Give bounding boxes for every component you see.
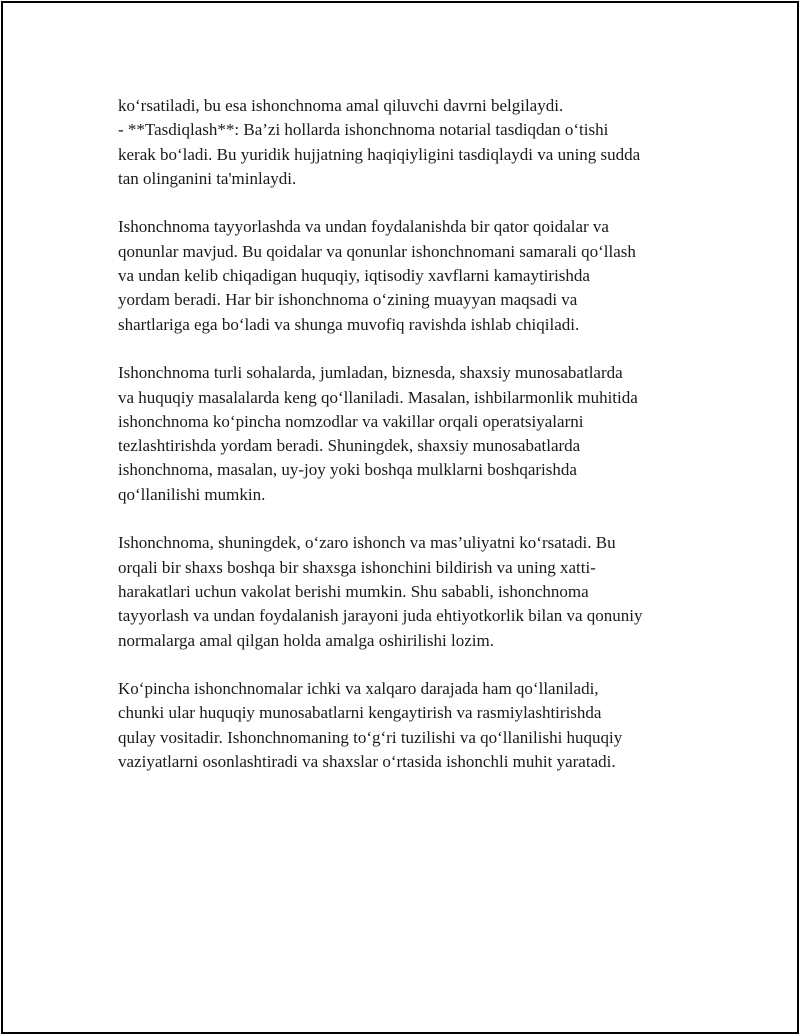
text-line: harakatlari uchun vakolat berishi mumkin. Shu sababli, ishonchnoma [118, 581, 589, 601]
text-line: qo‘llanilishi mumkin. [118, 484, 266, 504]
paragraph-4 [118, 531, 698, 652]
text-line: Ishonchnoma turli sohalarda, jumladan, biznesda, shaxsiy munosabatlarda [118, 363, 623, 383]
text-line: Ishonchnoma tayyorlashda va undan foydalanishda bir qator qoidalar va [118, 217, 609, 237]
text-line: vaziyatlarni osonlashtiradi va shaxslar o‘rtasida ishonchli muhit yaratadi. [118, 752, 616, 772]
text-line: normalarga amal qilgan holda amalga oshirilishi lozim. [118, 630, 494, 650]
text-line: yordam beradi. Har bir ishonchnoma o‘zining muayyan maqsadi va [118, 290, 578, 310]
text-line: shartlariga ega bo‘ladi va shunga muvofiq ravishda ishlab chiqiladi. [118, 314, 580, 334]
paragraph-5 [118, 677, 698, 774]
text-line: qonunlar mavjud. Bu qoidalar va qonunlar ishonchnomani samarali qo‘llash [118, 241, 636, 261]
text-line: va undan kelib chiqadigan huquqiy, iqtisodiy xavflarni kamaytirishda [118, 266, 590, 286]
paragraph-2 [118, 215, 698, 336]
text-line: ishonchnoma, masalan, uy-joy yoki boshqa mulklarni boshqarishda [118, 460, 577, 480]
text-line: qulay vositadir. Ishonchnomaning to‘g‘ri tuzilishi va qo‘llanilishi huquqiy [118, 727, 623, 747]
document-body [118, 94, 698, 799]
text-line: - **Tasdiqlash**: Ba’zi hollarda ishonchnoma notarial tasdiqdan o‘tishi [118, 120, 609, 140]
paragraph-1 [118, 94, 698, 191]
paragraph-3 [118, 361, 698, 507]
text-line: Ko‘pincha ishonchnomalar ichki va xalqaro darajada ham qo‘llaniladi, [118, 679, 599, 699]
text-line: ko‘rsatiladi, bu esa ishonchnoma amal qiluvchi davrni belgilaydi. [118, 96, 564, 115]
text-line: ishonchnoma ko‘pincha nomzodlar va vakillar orqali operatsiyalarni [118, 411, 584, 431]
text-line: tezlashtirishda yordam beradi. Shuningdek, shaxsiy munosabatlarda [118, 436, 581, 456]
text-line: tan olinganini ta'minlaydi. [118, 168, 297, 188]
text-line: kerak bo‘ladi. Bu yuridik hujjatning haqiqiyligini tasdiqlaydi va uning sudda [118, 144, 641, 164]
text-line: tayyorlash va undan foydalanish jarayoni juda ehtiyotkorlik bilan va qonuniy [118, 606, 643, 626]
text-line: Ishonchnoma, shuningdek, o‘zaro ishonch va mas’uliyatni ko‘rsatadi. Bu [118, 533, 616, 553]
text-line: chunki ular huquqiy munosabatlarni kengaytirish va rasmiylashtirishda [118, 703, 602, 723]
text-line: orqali bir shaxs boshqa bir shaxsga ishonchini bildirish va uning xatti- [118, 557, 596, 577]
text-line: va huquqiy masalalarda keng qo‘llaniladi. Masalan, ishbilarmonlik muhitida [118, 387, 638, 407]
